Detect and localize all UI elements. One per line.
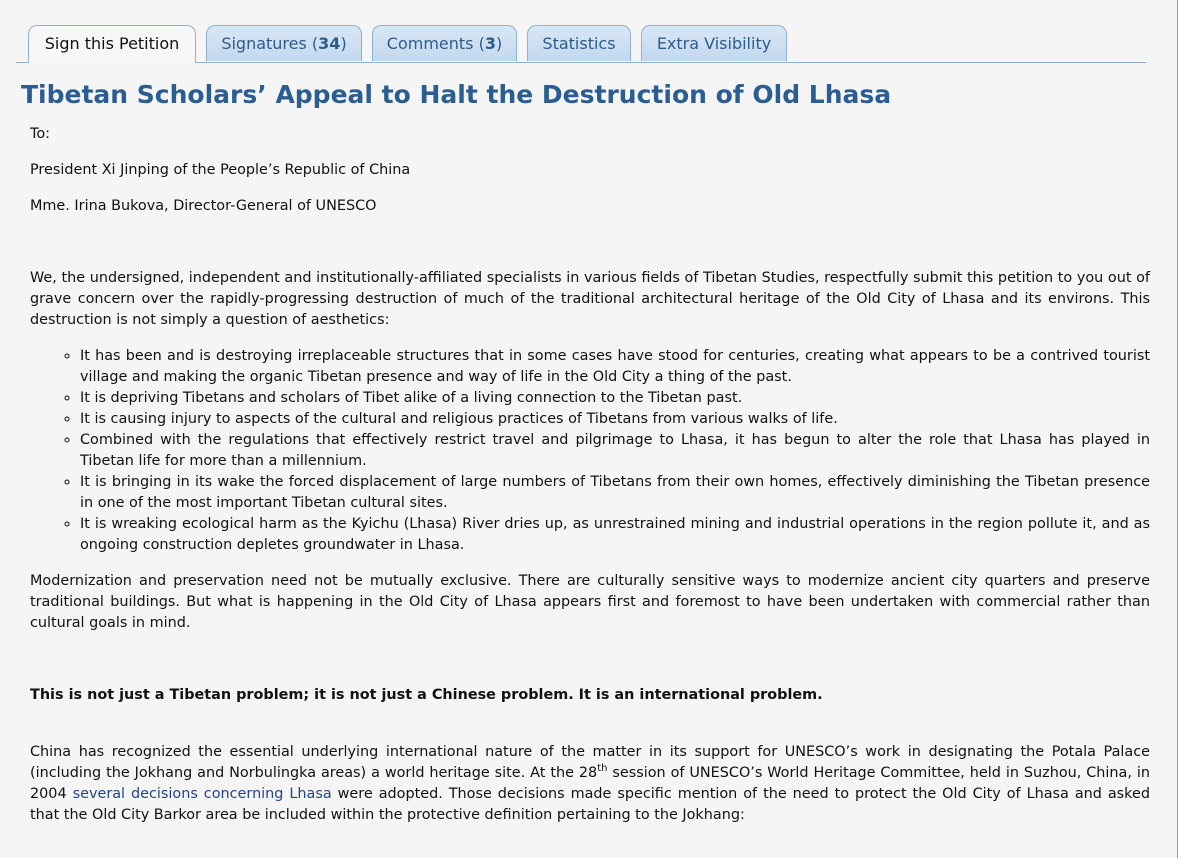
petition-tabs bbox=[16, 25, 1146, 63]
tab-comments[interactable] bbox=[372, 25, 517, 61]
addressee-to: To: bbox=[30, 126, 50, 142]
final-text: session of UNESCO’s World Heritage Committee, held in Suzhou, China, in 2004 bbox=[30, 765, 1150, 802]
tab-label: Comments ( bbox=[386, 34, 485, 53]
list-item: ◦ It is bringing in its wake the forced displacement of large numbers of Tibetans from their own homes, effectively diminishing the Tibetan presence in one of the most important Tibetan cultural sites. bbox=[80, 472, 1150, 514]
addressee-line: Mme. Irina Bukova, Director-General of UNESCO bbox=[30, 198, 377, 214]
bold-statement-text: This is not just a Tibetan problem; it is not just a Chinese problem. It is an international problem. bbox=[30, 687, 823, 703]
final-text: China has recognized the essential underlying international nature of the matter in its support for UNESCO’s work in designating the Potala Palace (including the Jokhang and Norbulingka areas) a world heritage site. At the 28 bbox=[30, 744, 1150, 781]
concerns-list bbox=[30, 346, 1150, 556]
list-item: ◦ Combined with the regulations that effectively restrict travel and pilgrimage to Lhasa, it has begun to alter the role that Lhasa has played in Tibetan life for more than a millennium. bbox=[80, 430, 1150, 472]
tab-label: Statistics bbox=[542, 34, 616, 53]
tab-label-suffix: ) bbox=[495, 34, 503, 53]
list-item: ◦ It is causing injury to aspects of the cultural and religious practices of Tibetans from various walks of life. bbox=[80, 409, 1150, 430]
tab-signatures[interactable] bbox=[206, 25, 362, 61]
tab-statistics[interactable] bbox=[527, 25, 631, 61]
addressee-line: President Xi Jinping of the People’s Republic of China bbox=[30, 162, 411, 178]
list-item: ◦ It is depriving Tibetans and scholars of Tibet alike of a living connection to the Tibetan past. bbox=[80, 388, 1150, 409]
tab-label: Sign this Petition bbox=[44, 34, 180, 53]
final-text: were adopted. Those decisions made specific mention of the need to protect the Old City of Lhasa and asked that the Old City Barkor area be included within the protective definition pertaining to the Jokhang: bbox=[30, 786, 1150, 823]
tab-label: Extra Visibility bbox=[656, 34, 772, 53]
list-item: ◦ It has been and is destroying irreplaceable structures that in some cases have stood for centuries, creating what appears to be a contrived tourist village and making the organic Tibetan presence and way of life in the Old City a thing of the past. bbox=[80, 346, 1150, 388]
intro-paragraph: We, the undersigned, independent and institutionally-affiliated specialists in various fields of Tibetan Studies, respectfully submit this petition to you out of grave concern over the rapidly-progressing destruction of much of the traditional architectural heritage of the Old City of Lhasa and its environs. This destruction is not simply a question of aesthetics: bbox=[30, 270, 1150, 328]
tab-count: 3 bbox=[484, 34, 496, 53]
unesco-decisions-link[interactable]: several decisions concerning Lhasa bbox=[72, 786, 332, 802]
bold-statement bbox=[30, 685, 1150, 706]
modernization-paragraph: Modernization and preservation need not be mutually exclusive. There are culturally sensitive ways to modernize ancient city quarters and preserve traditional buildings. But what is happening in the Old City of Lhasa appears first and foremost to have been undertaken with commercial rather than cultural goals in mind. bbox=[30, 573, 1150, 631]
tab-count: 34 bbox=[318, 34, 341, 53]
petition-body bbox=[30, 124, 1150, 826]
tab-extra-visibility[interactable] bbox=[641, 25, 787, 61]
list-item: ◦ It is wreaking ecological harm as the Kyichu (Lhasa) River dries up, as unrestrained mining and industrial operations in the region pollute it, and as ongoing construction depletes groundwater in Lhasa. bbox=[80, 514, 1150, 556]
petition-title: Tibetan Scholars’ Appeal to Halt the Destruction of Old Lhasa bbox=[21, 80, 892, 109]
final-paragraph bbox=[30, 742, 1150, 826]
tab-label: Signatures ( bbox=[221, 34, 319, 53]
ordinal-suffix: th bbox=[597, 763, 608, 775]
tab-label-suffix: ) bbox=[340, 34, 347, 53]
tab-sign-petition[interactable] bbox=[28, 25, 196, 63]
